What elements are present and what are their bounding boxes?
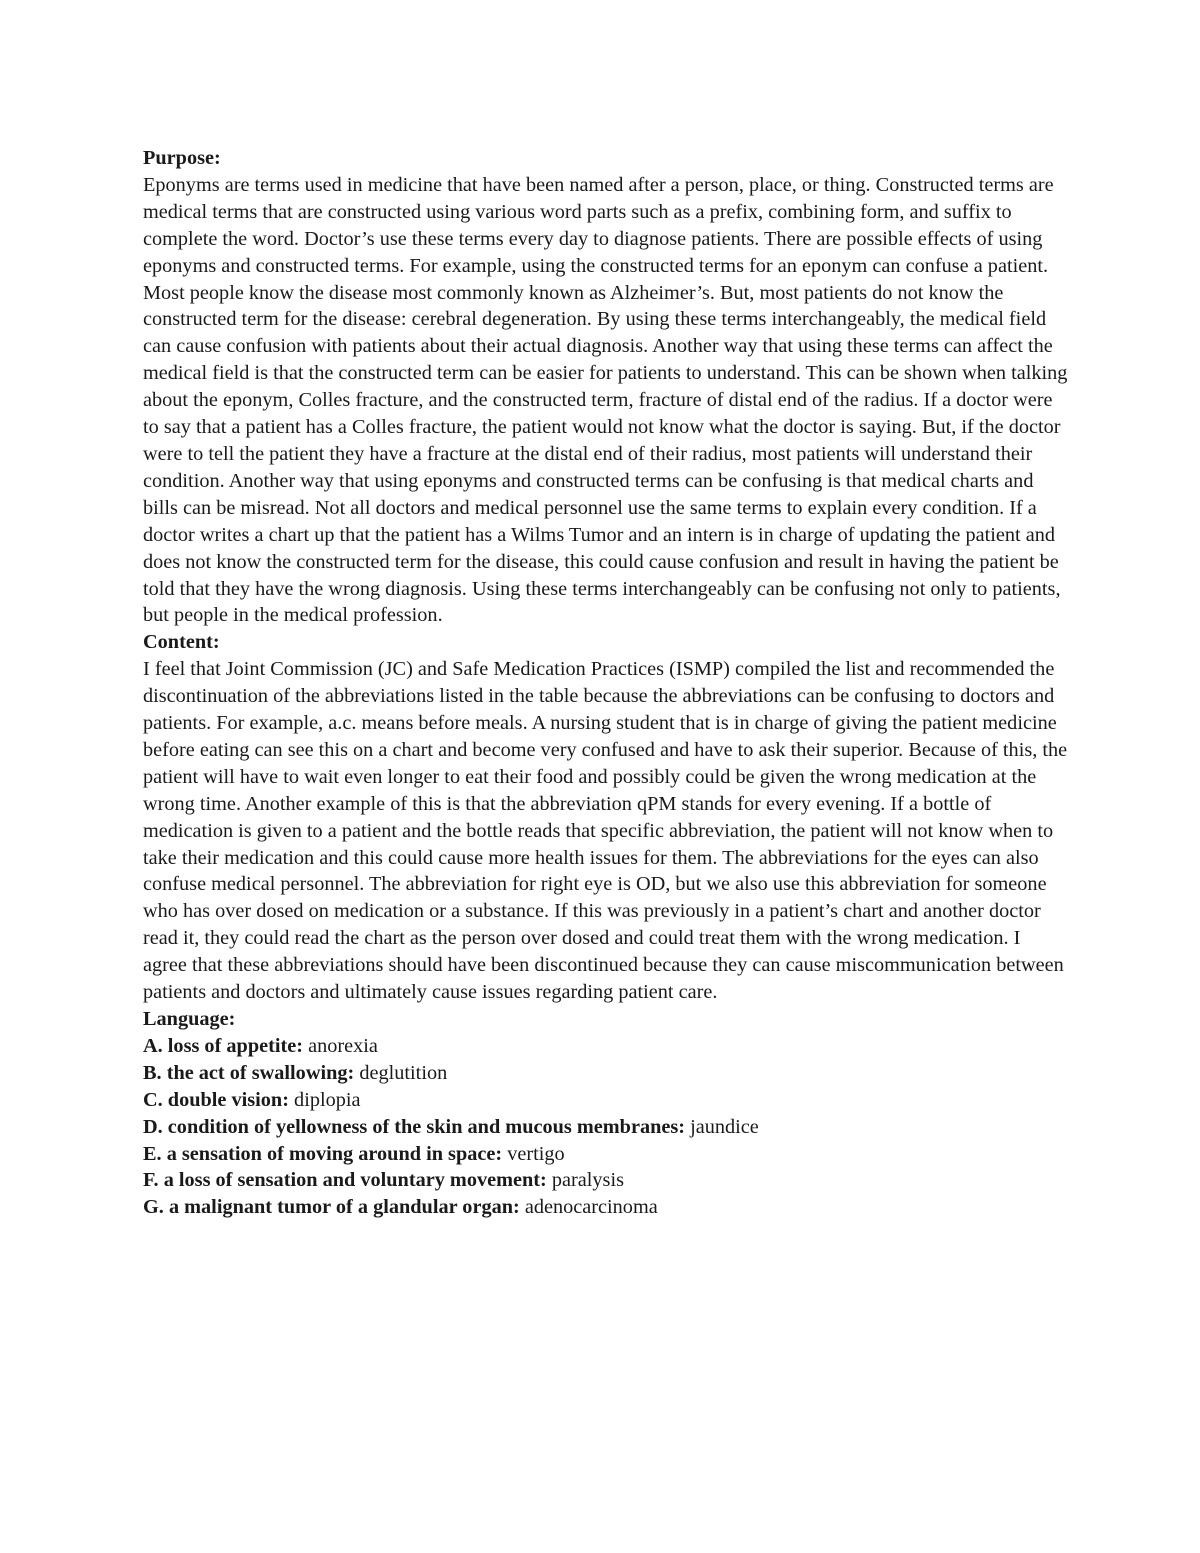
item-definition: a sensation of moving around in space: bbox=[166, 1142, 503, 1165]
list-item bbox=[143, 1033, 1068, 1060]
item-definition: loss of appetite: bbox=[167, 1034, 303, 1057]
content-paragraph: I feel that Joint Commission (JC) and Safe Medication Practices (ISMP) compiled the list and recommended the discontinuation of the abbreviations listed in the table because the abbreviations can be confusing to doctors and patients. For example, a.c. means before meals. A nursing student that is in charge of giving the patient medicine before eating can see this on a chart and become very confused and have to ask their superior. Because of this, the patient will have to wait even longer to eat their food and possibly could be given the wrong medication at the wrong time. Another example of this is that the abbreviation qPM stands for every evening. If a bottle of medication is given to a patient and the bottle reads that specific abbreviation, the patient will not know when to take their medication and this could cause more health issues for them. The abbreviations for the eyes can also confuse medical personnel. The abbreviation for right eye is OD, but we also use this abbreviation for someone who has over dosed on medication or a substance. If this was previously in a patient’s chart and another doctor read it, they could read the chart as the person over dosed and could treat them with the wrong medication. I agree that these abbreviations should have been discontinued because they can cause miscommunication between patients and doctors and ultimately cause issues regarding patient care. bbox=[143, 658, 1068, 1004]
purpose-section bbox=[143, 145, 1068, 629]
list-item bbox=[143, 1060, 1068, 1087]
item-definition: a malignant tumor of a glandular organ: bbox=[168, 1196, 520, 1219]
purpose-paragraph: Eponyms are terms used in medicine that have been named after a person, place, or thing. Constructed terms are medical terms that are constructed using various word parts such as a prefix, combining form, and suffix to complete the word. Doctor’s use these terms every day to diagnose patients. There are possible effects of using eponyms and constructed terms. For example, using the constructed terms for an eponym can confuse a patient. Most people know the disease most commonly known as Alzheimer’s. But, most patients do not know the constructed term for the disease: cerebral degeneration. By using these terms interchangeably, the medical field can cause confusion with patients about their actual diagnosis. Another way that using these terms can affect the medical field is that the constructed term can be easier for patients to understand. This can be shown when talking about the eponym, Colles fracture, and the constructed term, fracture of distal end of the radius. If a doctor were to say that a patient has a Colles fracture, the patient would not know what the doctor is saying. But, if the doctor were to tell the patient they have a fracture at the distal end of their radius, most patients will understand their condition. Another way that using eponyms and constructed terms can be confusing is that medical charts and bills can be misread. Not all doctors and medical personnel use the same terms to explain every condition. If a doctor writes a chart up that the patient has a Wilms Tumor and an intern is in charge of updating the patient and does not know the constructed term for the disease, this could cause confusion and result in having the patient be told that they have the wrong diagnosis. Using these terms interchangeably can be confusing not only to patients, but people in the medical profession. bbox=[143, 173, 1068, 627]
item-term: deglutition bbox=[359, 1061, 448, 1084]
item-term: adenocarcinoma bbox=[524, 1196, 658, 1219]
item-term: paralysis bbox=[551, 1169, 624, 1192]
list-item bbox=[143, 1141, 1068, 1168]
item-letter: C. bbox=[143, 1088, 163, 1111]
content-section bbox=[143, 629, 1068, 1006]
list-item bbox=[143, 1167, 1068, 1194]
item-definition: condition of yellowness of the skin and mucous membranes: bbox=[167, 1115, 686, 1138]
list-item bbox=[143, 1194, 1068, 1221]
item-term: jaundice bbox=[690, 1115, 759, 1138]
item-definition: the act of swallowing: bbox=[166, 1061, 355, 1084]
item-term: anorexia bbox=[308, 1034, 378, 1057]
item-definition: double vision: bbox=[167, 1088, 289, 1111]
item-definition: a loss of sensation and voluntary movement: bbox=[163, 1169, 547, 1192]
item-term: vertigo bbox=[507, 1142, 565, 1165]
document-page bbox=[143, 145, 1068, 1221]
item-letter: G. bbox=[143, 1196, 164, 1219]
item-letter: B. bbox=[143, 1061, 162, 1084]
term-list bbox=[143, 1033, 1068, 1221]
item-letter: A. bbox=[143, 1034, 163, 1057]
purpose-heading: Purpose: bbox=[143, 147, 221, 169]
item-letter: D. bbox=[143, 1115, 163, 1138]
item-letter: E. bbox=[143, 1142, 162, 1165]
item-letter: F. bbox=[143, 1169, 159, 1192]
list-item bbox=[143, 1114, 1068, 1141]
item-term: diplopia bbox=[294, 1088, 361, 1111]
language-heading: Language: bbox=[143, 1008, 236, 1030]
list-item bbox=[143, 1087, 1068, 1114]
content-heading: Content: bbox=[143, 631, 220, 654]
language-section bbox=[143, 1006, 1068, 1221]
